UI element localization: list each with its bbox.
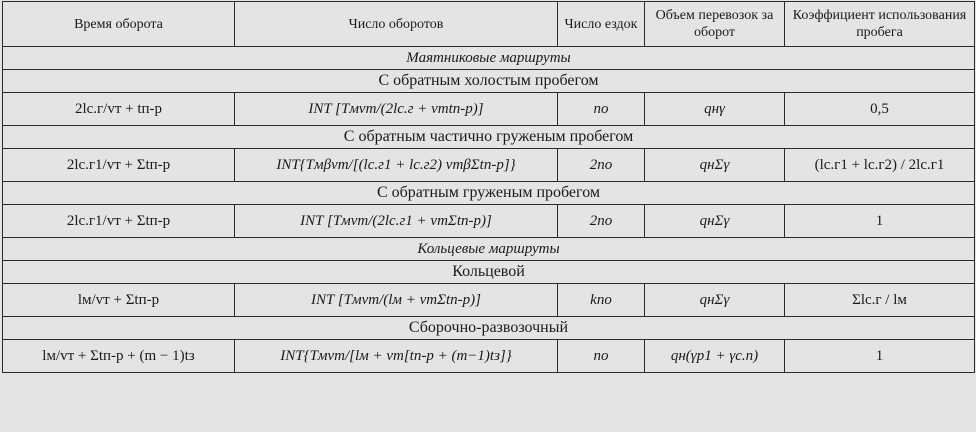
cell-turns: INT{Tмβvт/[(lс.г1 + lс.г2) vтβΣtп-р]}: [235, 149, 558, 182]
cell-volume: qнγ: [645, 93, 785, 126]
subsection-partial-return: С обратным частично груженым пробегом: [3, 126, 975, 149]
cell-volume: qнΣγ: [645, 205, 785, 238]
header-volume: Объем перевозок за оборот: [645, 2, 785, 47]
cell-time: lм/vт + Σtп-р + (m − 1)tз: [3, 340, 235, 373]
cell-trips: 2nо: [558, 149, 645, 182]
cell-time: 2lс.г1/vт + Σtп-р: [3, 149, 235, 182]
subsection-ring: Кольцевой: [3, 261, 975, 284]
table-row: [3, 149, 975, 182]
cell-volume: qнΣγ: [645, 149, 785, 182]
cell-turns: INT [Tмvт/(2lс.г1 + vтΣtп-р)]: [235, 205, 558, 238]
cell-coef: Σlс.г / lм: [785, 284, 975, 317]
cell-volume: qнΣγ: [645, 284, 785, 317]
cell-turns: INT [Tмvт/(2lс.г + vтtп-р)]: [235, 93, 558, 126]
header-trips: Число ездок: [558, 2, 645, 47]
cell-volume: qн(γр1 + γс.п): [645, 340, 785, 373]
table-row: [3, 340, 975, 373]
cell-time: 2lс.г1/vт + Σtп-р: [3, 205, 235, 238]
table-row: [3, 284, 975, 317]
header-row: [3, 2, 975, 47]
header-time: Время оборота: [3, 2, 235, 47]
cell-trips: nо: [558, 340, 645, 373]
header-turns: Число оборотов: [235, 2, 558, 47]
cell-trips: nо: [558, 93, 645, 126]
formula-table: [2, 1, 975, 373]
cell-coef: 1: [785, 340, 975, 373]
subsection-loaded-return: С обратным груженым пробегом: [3, 182, 975, 205]
subsection-collection: Сборочно-развозочный: [3, 317, 975, 340]
cell-time: 2lс.г/vт + tп-р: [3, 93, 235, 126]
cell-turns: INT{Tмvт/[lм + vт[tп-р + (m−1)tз]}: [235, 340, 558, 373]
header-coef: Коэффициент использования пробега: [785, 2, 975, 47]
section-ring-routes: Кольцевые маршруты: [3, 238, 975, 261]
table-row: [3, 205, 975, 238]
cell-coef: 0,5: [785, 93, 975, 126]
cell-trips: knо: [558, 284, 645, 317]
cell-coef: (lс.г1 + lс.г2) / 2lс.г1: [785, 149, 975, 182]
cell-coef: 1: [785, 205, 975, 238]
cell-turns: INT [Tмvт/(lм + vтΣtп-р)]: [235, 284, 558, 317]
section-pendulum: Маятниковые маршруты: [3, 47, 975, 70]
table-row: [3, 93, 975, 126]
cell-trips: 2nо: [558, 205, 645, 238]
cell-time: lм/vт + Σtп-р: [3, 284, 235, 317]
subsection-idle-return: С обратным холостым пробегом: [3, 70, 975, 93]
